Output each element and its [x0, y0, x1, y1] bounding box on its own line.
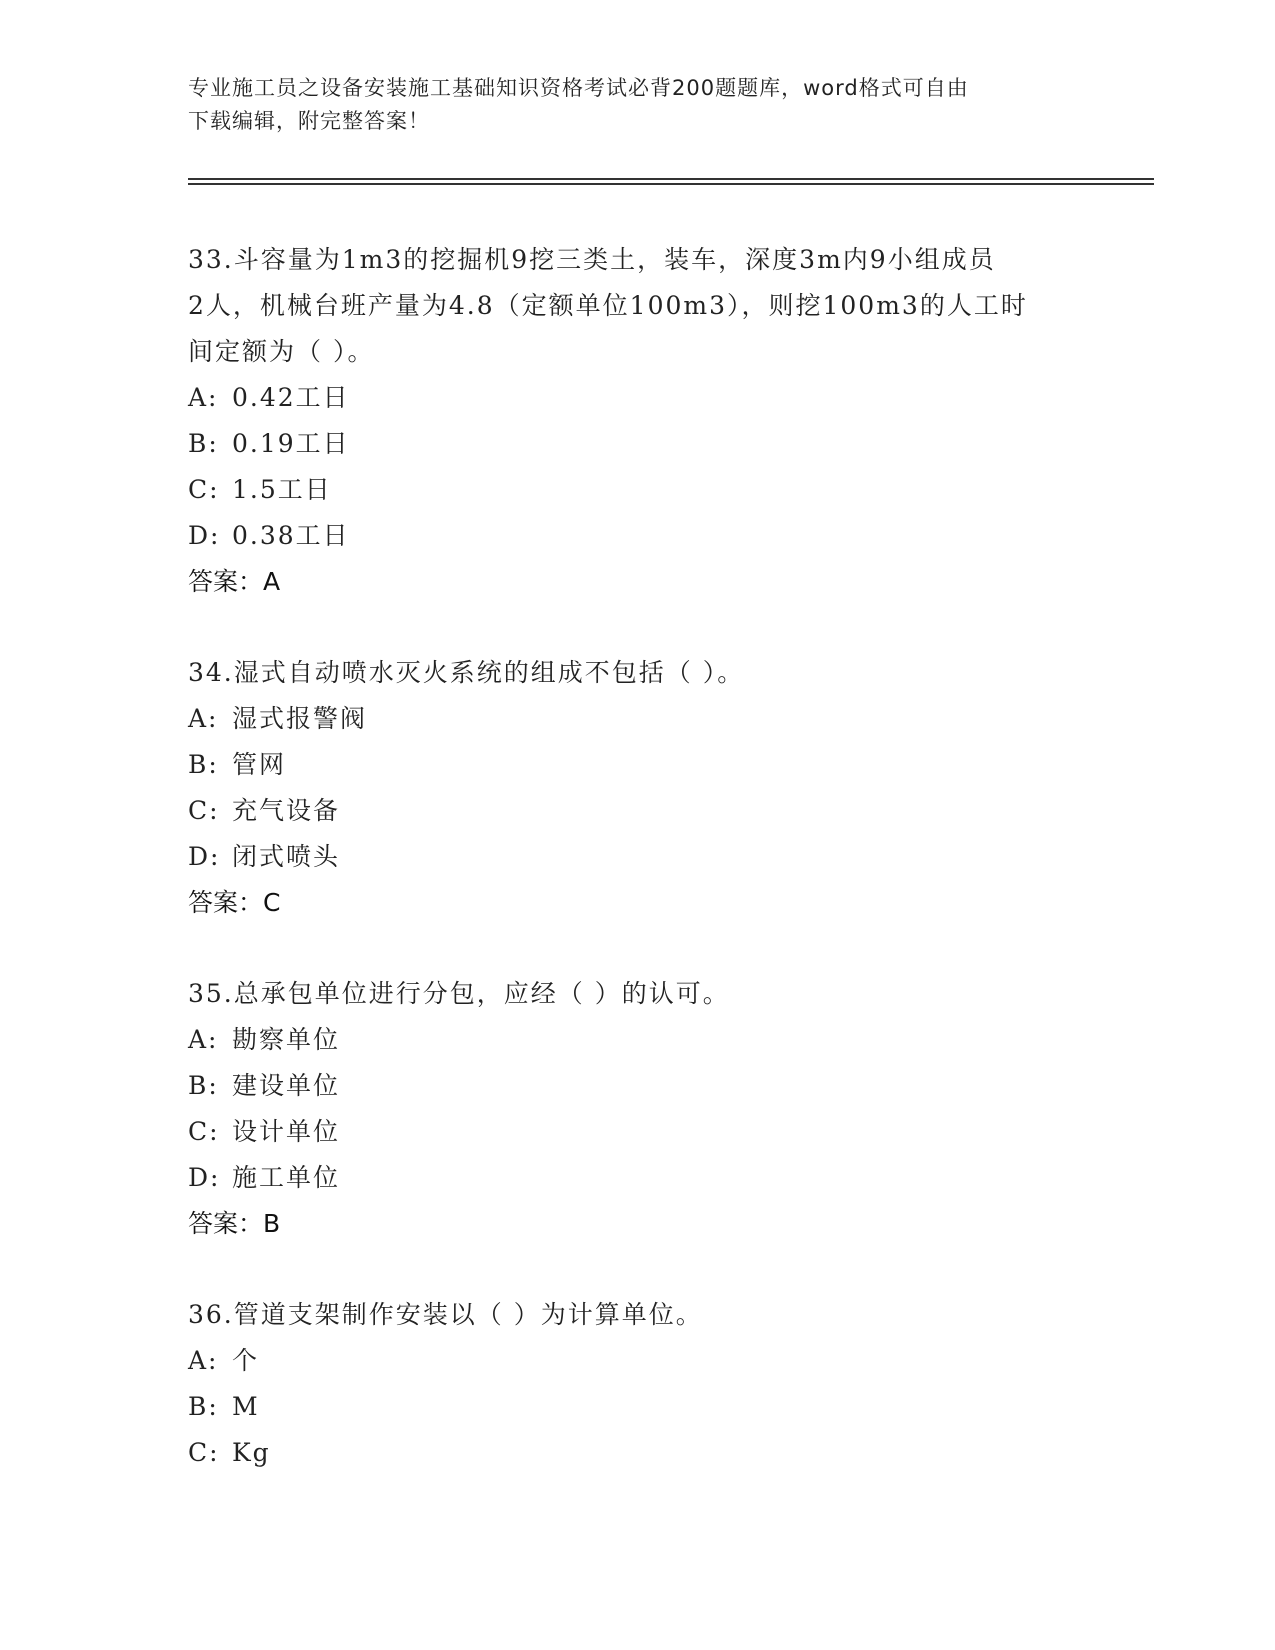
option-key: C: [188, 1438, 220, 1467]
option-text: 湿式报警阀 [232, 704, 368, 733]
option-key: C: [188, 796, 220, 825]
question-stem-line: 33.斗容量为1m3的挖掘机9挖三类土，装车，深度3m内9小组成员 [188, 245, 996, 274]
answer-option [188, 742, 1068, 788]
answer-option [188, 1338, 1068, 1384]
answer-option [188, 1017, 1068, 1063]
header-line-1: 专业施工员之设备安装施工基础知识资格考试必背200题题库，word格式可自由 [188, 76, 969, 100]
header-line-2: 下载编辑，附完整答案！ [188, 109, 430, 133]
header-divider-top [188, 178, 1154, 180]
answer-option [188, 1063, 1068, 1109]
option-key: D: [188, 521, 221, 550]
option-text: 闭式喷头 [232, 842, 341, 871]
answer-key: 答案：C [188, 888, 281, 917]
question-item [188, 971, 1068, 1247]
option-key: A: [188, 704, 219, 733]
option-text: 1.5工日 [232, 475, 332, 504]
question-stem-line: 2人，机械台班产量为4.8（定额单位100m3），则挖100m3的人工时 [188, 291, 1028, 320]
option-key: A: [188, 383, 219, 412]
option-key: B: [188, 750, 219, 779]
answer-option [188, 1155, 1068, 1201]
option-text: Kg [232, 1438, 271, 1467]
option-key: C: [188, 475, 220, 504]
question-stem-line: 34.湿式自动喷水灭火系统的组成不包括（ ）。 [188, 658, 745, 687]
question-stem-line: 36.管道支架制作安装以（ ）为计算单位。 [188, 1300, 703, 1329]
option-key: B: [188, 429, 219, 458]
option-key: D: [188, 1163, 221, 1192]
answer-option [188, 834, 1068, 880]
answer-key: 答案：A [188, 567, 281, 596]
answer-option [188, 696, 1068, 742]
answer-option [188, 467, 1068, 513]
option-text: 个 [232, 1346, 260, 1375]
answer-option [188, 1384, 1068, 1430]
answer-option [188, 788, 1068, 834]
header-divider-bottom [188, 183, 1154, 185]
option-text: 0.38工日 [232, 521, 350, 550]
answer-option [188, 513, 1068, 559]
answer-option [188, 421, 1068, 467]
option-text: M [232, 1392, 260, 1421]
question-stem-line: 35.总承包单位进行分包，应经（ ）的认可。 [188, 979, 730, 1008]
option-key: A: [188, 1346, 219, 1375]
option-text: 施工单位 [232, 1163, 341, 1192]
option-key: C: [188, 1117, 220, 1146]
answer-option [188, 1109, 1068, 1155]
option-text: 0.19工日 [232, 429, 350, 458]
answer-option [188, 1430, 1068, 1476]
option-key: B: [188, 1071, 219, 1100]
option-text: 勘察单位 [232, 1025, 341, 1054]
answer-option [188, 375, 1068, 421]
option-text: 建设单位 [232, 1071, 341, 1100]
document-header [188, 72, 1088, 138]
option-text: 设计单位 [232, 1117, 341, 1146]
question-item [188, 237, 1068, 605]
option-key: D: [188, 842, 221, 871]
option-text: 0.42工日 [232, 383, 350, 412]
option-text: 管网 [232, 750, 287, 779]
answer-key: 答案：B [188, 1209, 281, 1238]
question-item [188, 1292, 1068, 1476]
question-list [188, 237, 1068, 1521]
option-key: A: [188, 1025, 219, 1054]
question-stem-line: 间定额为（ ）。 [188, 337, 375, 366]
question-item [188, 650, 1068, 926]
option-text: 充气设备 [232, 796, 341, 825]
option-key: B: [188, 1392, 219, 1421]
